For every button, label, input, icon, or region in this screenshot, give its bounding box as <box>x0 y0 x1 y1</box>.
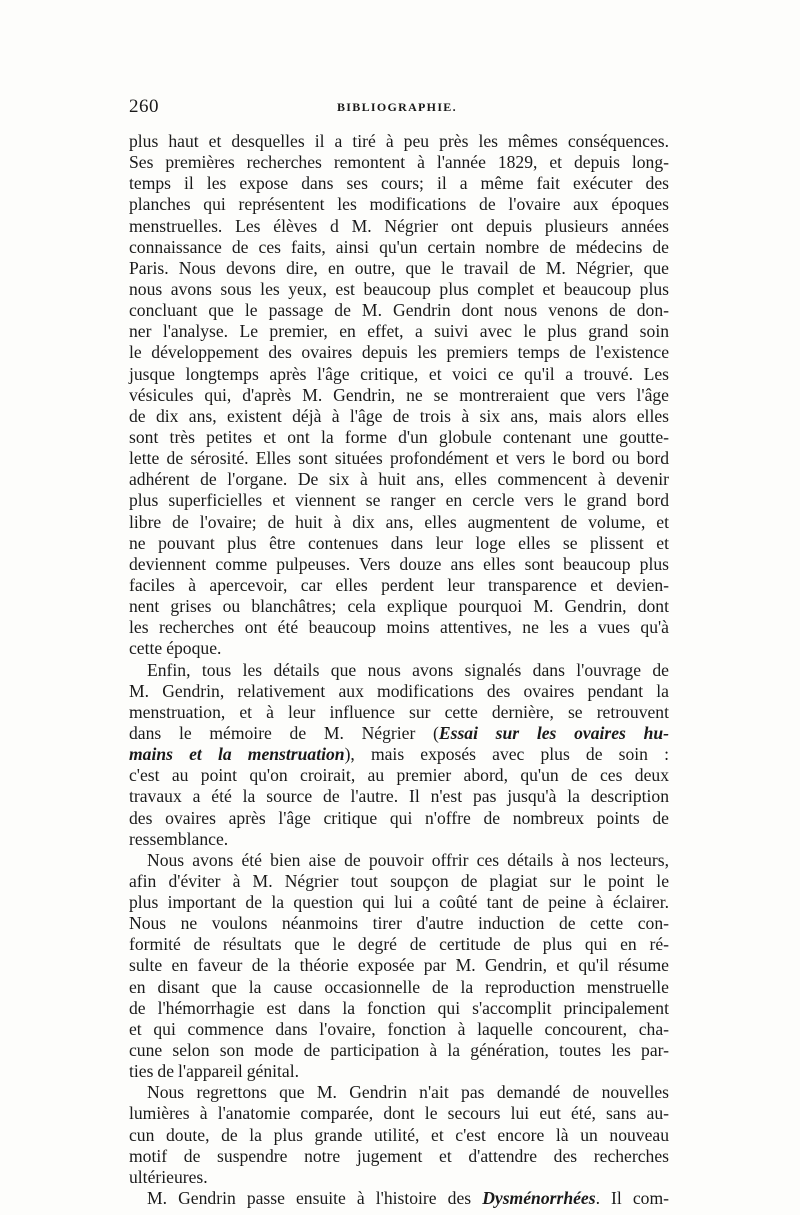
dysmenorrhees-term: Dysménorrhées <box>482 1188 596 1209</box>
paragraph-end-line: cette époque. <box>129 638 222 659</box>
line-text: M. Gendrin passe ensuite à l'histoire des <box>147 1188 483 1209</box>
text-line: cune selon son mode de participation à la génération, toutes les par- <box>129 1040 669 1061</box>
text-line: de dix ans, existent déjà à l'âge de trois à six ans, mais alors elles <box>129 405 669 426</box>
text-line-with-title <box>129 723 669 744</box>
text-line: connaissance de ces faits, ainsi qu'un certain nombre de médecins de <box>129 236 669 257</box>
text-line: plus superficielles et viennent se ranger en cercle vers le grand bord <box>129 490 669 511</box>
text-line: menstruelles. Les élèves d M. Négrier ont depuis plusieurs années <box>129 215 669 236</box>
text-line: vésicules qui, d'après M. Gendrin, ne se montreraient que vers l'âge <box>129 384 669 405</box>
text-line: Nous ne voulons néanmoins tirer d'autre induction de cette con- <box>129 913 669 934</box>
text-line: lette de sérosité. Elles sont situées profondément et vers le bord ou bord <box>129 448 669 469</box>
text-line: cun doute, de la plus grande utilité, et c'est encore là un nouveau <box>129 1124 669 1145</box>
text-line: nous avons sous les yeux, est beaucoup plus complet et beaucoup plus <box>129 278 669 299</box>
text-line: de l'hémorrhagie est dans la fonction qui s'accomplit principalement <box>129 997 669 1018</box>
text-line: plus important de la question qui lui a coûté tant de peine à éclairer. <box>129 892 669 913</box>
text-line: travaux a été la source de l'autre. Il n'est pas jusqu'à la description <box>129 786 669 807</box>
text-line: formité de résultats que le degré de certitude de plus qui en ré- <box>129 934 669 955</box>
text-line: lumières à l'anatomie comparée, dont le secours lui eut été, sans au- <box>129 1103 669 1124</box>
text-line: le développement des ovaires depuis les premiers temps de l'existence <box>129 342 669 363</box>
text-line: faciles à apercevoir, car elles perdent leur transparence et devien- <box>129 574 669 595</box>
essay-title-part-2: mains et la menstruation <box>129 744 345 765</box>
text-line: temps il les expose dans ses cours; il a même fait exécuter des <box>129 173 669 194</box>
text-line: et qui commence dans l'ovaire, fonction à laquelle concourent, cha- <box>129 1018 669 1039</box>
text-line: jusque longtemps après l'âge critique, et voici ce qu'il a trouvé. Les <box>129 363 669 384</box>
page-number: 260 <box>129 96 159 117</box>
text-line: concluant que le passage de M. Gendrin dont nous venons de don- <box>129 300 669 321</box>
paragraph-end-line: ties de l'appareil génital. <box>129 1061 300 1082</box>
text-line: Paris. Nous devons dire, en outre, que le travail de M. Négrier, que <box>129 257 669 278</box>
text-line: libre de l'ovaire; de huit à dix ans, elles augmentent de volume, et <box>129 511 669 532</box>
text-line-with-title <box>129 1188 669 1209</box>
text-line: les recherches ont été beaucoup moins attentives, ne les a vues qu'à <box>129 617 669 638</box>
text-line: ne pouvant plus être contenues dans leur loge elles se plissent et <box>129 532 669 553</box>
text-line: sulte en faveur de la théorie exposée par M. Gendrin, et qu'il résume <box>129 955 669 976</box>
text-line: en disant que la cause occasionnelle de la reproduction menstruelle <box>129 976 669 997</box>
text-line: M. Gendrin, relativement aux modifications des ovaires pendant la <box>129 680 669 701</box>
text-line: deviennent comme pulpeuses. Vers douze ans elles sont beaucoup plus <box>129 553 669 574</box>
running-title: BIBLIOGRAPHIE. <box>337 100 457 114</box>
line-text: ), mais exposés avec plus de soin : <box>344 744 669 765</box>
text-line: sont très petites et ont la forme d'un globule contenant une goutte- <box>129 426 669 447</box>
body-text <box>129 131 669 1209</box>
text-line: adhérent de l'organe. De six à huit ans, elles commencent à devenir <box>129 469 669 490</box>
text-line: Enfin, tous les détails que nous avons signalés dans l'ouvrage de <box>147 659 669 680</box>
text-line: Nous regrettons que M. Gendrin n'ait pas demandé de nouvelles <box>147 1082 669 1103</box>
text-line: c'est au point qu'on croirait, au premier abord, qu'un de ces deux <box>129 765 669 786</box>
text-line: des ovaires après l'âge critique qui n'offre de nombreux points de <box>129 807 669 828</box>
text-line: ner l'analyse. Le premier, en effet, a suivi avec le plus grand soin <box>129 321 669 342</box>
text-line: Nous avons été bien aise de pouvoir offrir ces détails à nos lecteurs, <box>147 849 669 870</box>
line-text: dans le mémoire de M. Négrier ( <box>129 722 439 743</box>
text-line: menstruation, et à leur influence sur cette dernière, se retrouvent <box>129 701 669 722</box>
text-line: nent grises ou blanchâtres; cela explique pourquoi M. Gendrin, dont <box>129 596 669 617</box>
text-line: plus haut et desquelles il a tiré à peu près les mêmes conséquences. <box>129 131 669 151</box>
text-line-with-title <box>129 744 669 765</box>
paragraph-end-line: ultérieures. <box>129 1166 208 1187</box>
line-text: . Il com- <box>595 1188 670 1209</box>
text-line: afin d'éviter à M. Négrier tout soupçon de plagiat sur le point le <box>129 870 669 891</box>
text-line: planches qui représentent les modifications de l'ovaire aux époques <box>129 194 669 215</box>
essay-title-part-1: Essai sur les ovaires hu- <box>438 722 670 743</box>
text-line: motif de suspendre notre jugement et d'attendre des recherches <box>129 1145 669 1166</box>
paragraph-end-line: ressemblance. <box>129 828 229 849</box>
running-head <box>129 96 669 118</box>
text-line: Ses premières recherches remontent à l'année 1829, et depuis long- <box>129 152 669 173</box>
